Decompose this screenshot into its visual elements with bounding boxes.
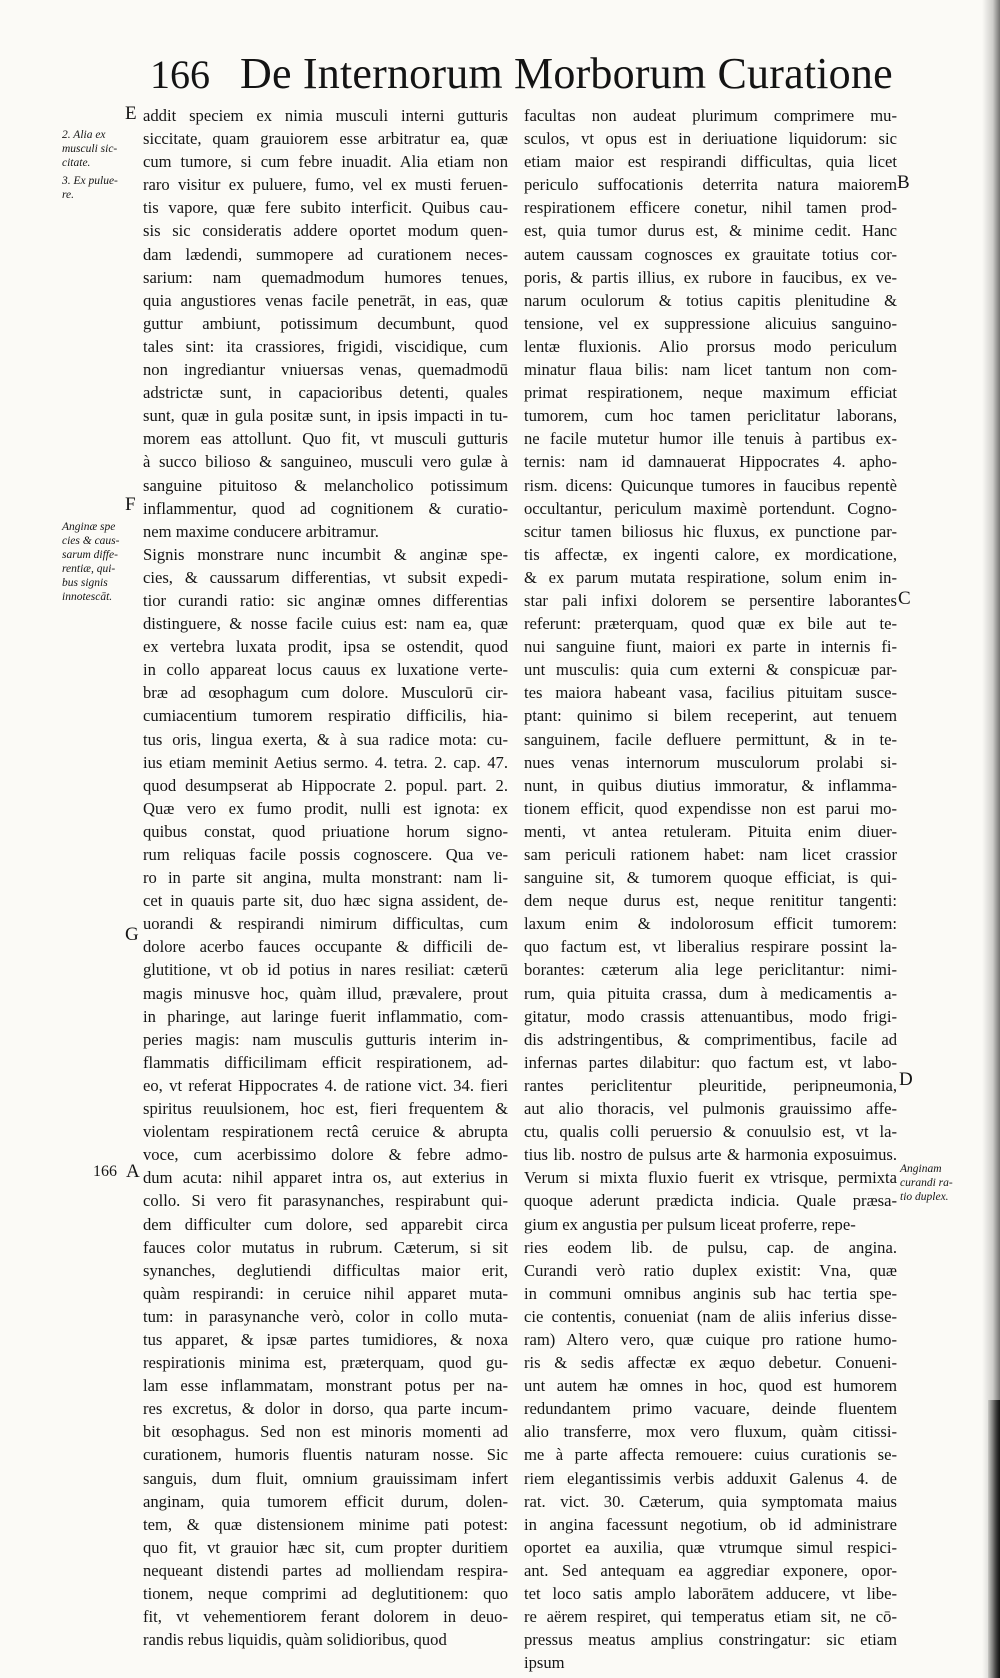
text-line: rat. vict. 30. Cæterum, quia symptomata maius [524, 1491, 897, 1511]
text-line: nem maxime conducere arbitramur. [143, 521, 379, 541]
section-letter-g: G [125, 924, 139, 945]
margin-note-curandi-ratio [900, 1162, 953, 1204]
text-line: in angina facessunt negotium, ob id administrare [524, 1514, 897, 1534]
text-line: à succo bilioso & sanguineo, musculi vero gulæ à [143, 452, 508, 472]
text-line: re aërem respiret, qui temperatus etiam sit, ne cō- [524, 1607, 897, 1627]
margin-note-line: 2. Alia ex [62, 129, 106, 141]
margin-note-line: 3. Ex pulue- [62, 175, 118, 187]
text-line: res excretus, & dolor in dorso, qua parte incum- [143, 1399, 508, 1419]
margin-note-line: bus signis [62, 577, 108, 589]
text-line: Quæ vero ex fumo prodit, nulli est ignota: ex [143, 798, 508, 818]
text-line: adstrictæ sunt, in capacioribus detenti, quales [143, 383, 508, 403]
text-line: lentæ fluxionis. Alio prorsus modo periculum [524, 336, 897, 356]
text-line: narum oculorum & totius capitis plenitudine & [524, 290, 897, 310]
text-line: tior curandi ratio: sic anginæ omnes differentias [143, 590, 508, 610]
text-line: tem, & quæ distensionem minime pati potest: [143, 1514, 508, 1534]
text-line: in pharinge, aut laringe fuerit inflammatio, com- [143, 1006, 508, 1026]
text-line: voce, cum acerbissimo dolore & febre admo- [143, 1145, 508, 1165]
text-line: est, quia tumor durus est, & minime cedit. Hanc [524, 221, 897, 241]
section-letter-c: C [898, 588, 911, 609]
text-line: tus oris, lingua exerta, & à sua radice mota: cu- [143, 729, 508, 749]
text-line: cumiacentium tumorem respiratio difficilis, hia- [143, 706, 508, 726]
text-line: quoque aderunt prædicta indicia. Quale præsa- [524, 1191, 897, 1211]
text-line: cet in quauis parte sit, duo hæc signa assident, de- [143, 891, 508, 911]
text-line: glutitione, vt ob id potius in nares resiliat: cæterū [143, 960, 508, 980]
page-edge-shadow [988, 1400, 1000, 1678]
section-letter-b: B [897, 172, 910, 193]
text-line: fit, vt vehementiorem ferant dolorem in deuo- [143, 1607, 508, 1627]
text-line: ro in parte sit angina, multa monstrant: nam li- [143, 868, 508, 888]
text-line: tionem, neque comprimi ad deglutitionem: quo [143, 1584, 508, 1603]
text-line: eo, vt referat Hippocrates 4. de ratione vict. 34. fieri [143, 1075, 508, 1095]
left-text-column [143, 104, 508, 1651]
text-line: cie contentis, conueniat (nam de aliis inferius disse- [524, 1306, 897, 1326]
text-line: ipsum [524, 1653, 565, 1673]
text-line: sanguine pituitoso & melancholico potissimum [143, 475, 508, 495]
text-line: rism. dicens: Quicunque tumores in faucibus repentè [524, 475, 897, 495]
text-line: primat respirationem, neque maximum efficiat [524, 383, 897, 403]
text-line: distinguere, & nosse facile cuius est: nam ea, quæ [143, 614, 508, 634]
text-line: tes maiora habeant vasa, facilius pituitam susce- [524, 683, 897, 703]
text-line: quod desumpserat ab Hippocrate 2. popul. part. 2. [143, 775, 508, 795]
margin-note-line: Anginam [900, 1163, 942, 1175]
text-line: peries magis: nam musculis gutturis interim in- [143, 1029, 508, 1049]
text-line: nues venas internorum musculorum prolabi si- [524, 752, 897, 772]
text-line: inflammentur, quod ad cognitionem & curatio- [143, 498, 508, 518]
margin-note-line: innotescāt. [62, 591, 113, 603]
right-text-column [524, 104, 897, 1674]
text-line: gitatur, modo crassis attenuantibus, modo frigi- [524, 1006, 897, 1026]
text-line: bit œsophagus. Sed non est minoris momenti ad [143, 1422, 508, 1442]
text-line: flammatis difficilimam efficit respirationem, ad- [143, 1052, 508, 1072]
text-line: quo factum est, vt liberalius respirare possint la- [524, 937, 897, 957]
text-line: cum tumore, si cum febre inuadit. Alia etiam non [143, 152, 508, 172]
text-line: nui sanguine fiunt, maiori ex parte in internis fi- [524, 637, 897, 657]
text-line: tales sint: ita crassiores, frigidi, viscidique, cum [143, 336, 508, 356]
text-line: sunt, quæ in gula positæ sunt, in ipsis impacti in tu- [143, 406, 508, 426]
text-line: violentam respirationem rectâ ceruice & abrupta [143, 1122, 508, 1142]
margin-note-line: citate. [62, 157, 91, 169]
margin-note-line: rentiæ, qui- [62, 563, 116, 575]
text-line: alio transferre, mox vero fluxum, quàm citissi- [524, 1422, 897, 1442]
text-line: rum, quia pituita crassa, dum à medicamentis a- [524, 983, 897, 1003]
text-line: dam lædendi, summopere ad curationem neces- [143, 244, 508, 264]
text-line: facultas non audeat plurimum comprimere mu- [524, 106, 897, 125]
section-letter-e: E [125, 103, 137, 124]
text-line: guttur ambiunt, potissimum decumbunt, quod [143, 313, 508, 333]
text-line: redundantem primo vacuare, deinde fluentem [524, 1399, 897, 1419]
text-line: synanches, deglutiendi difficultas maior erit, [143, 1260, 508, 1280]
text-line: rum reliquas facile possis cognoscere. Qua ve- [143, 845, 508, 864]
text-line: dem neque durus est, neque renititur tangenti: [524, 891, 897, 911]
text-line: unt autem hæ omnes in hoc, quod est humorem [524, 1376, 897, 1396]
text-line: tis vapore, quæ fere subito interficit. Quibus cau- [143, 198, 508, 218]
text-line: ram) Altero vero, quæ cuique pro ratione humo- [524, 1329, 897, 1349]
text-line: periculo suffocationis deterrita natura maiorem [524, 175, 897, 195]
text-line: dem difficulter cum dolore, sed apparebit circa [143, 1214, 508, 1234]
text-line: tus apparet, & ipsæ partes tumidiores, & noxa [143, 1329, 508, 1349]
text-line: me à parte affecta remouere: cuius curationis se- [524, 1445, 897, 1465]
text-line: occultantur, periculum maximè portendunt. Cogno- [524, 498, 897, 518]
margin-note-puluere [62, 174, 118, 202]
text-line: quàm respirandi: in ceruice nihil apparet muta- [143, 1283, 508, 1303]
text-line: & ex parum mutata respiratione, solum enim in- [524, 567, 897, 587]
text-line: tis affectæ, ex ingenti calore, ex mordicatione, [524, 544, 897, 564]
text-line: fauces color mutatus in rubrum. Cæterum, si sit [143, 1237, 508, 1257]
text-line: pressus meatus amplius constringatur: sic etiam [524, 1630, 897, 1650]
text-line: autem caussam cognosces ex grauitate totius cor- [524, 244, 897, 264]
text-line: ptant: quinimo si bilem receperint, aut tenuem [524, 706, 897, 726]
page-header [150, 48, 893, 108]
text-line: rantes periclitentur pleuritide, peripneumonia, [524, 1075, 897, 1095]
text-line: tum: in parasynanche verò, color in collo muta- [143, 1306, 508, 1326]
margin-note-line: tio duplex. [900, 1191, 949, 1203]
text-line: referunt: præterquam, quod quæ ex bile aut te- [524, 614, 897, 634]
text-line: sanguinem, facile defluere permittunt, & in te- [524, 729, 897, 749]
text-line: sam periculi rationem habet: nam licet crassior [524, 845, 897, 864]
text-line: ex vertebra luxata prodit, ipsa se ostendit, quod [143, 637, 508, 657]
margin-note-siccitate [62, 128, 117, 170]
text-line: respirationem efficere conetur, nihil tamen prod- [524, 198, 897, 218]
running-title: De Internorum Morborum Curatione [240, 49, 893, 98]
text-line: tet loco satis amplo laborātem adducere, vt libe- [524, 1584, 897, 1603]
text-line: dum acuta: nihil apparet intra os, aut exterius in [143, 1168, 508, 1188]
text-line: curationem, humoris fluentis naturam nosse. Sic [143, 1445, 508, 1465]
text-line: siccitate, quam grauiorem esse arbitratur ea, quæ [143, 129, 508, 149]
text-line: ant. Sed antequam ea aggrediar exponere, opor- [524, 1560, 897, 1580]
text-line: laxum enim & indolorosum efficit tumorem: [524, 914, 897, 934]
margin-note-line: musculi sic- [62, 143, 118, 155]
section-letter-a: A [126, 1161, 140, 1182]
text-line: ne facile mutetur humor ille tenuis à partibus ex- [524, 429, 897, 449]
margin-note-line: curandi ra- [900, 1177, 953, 1189]
text-line: sarium: nam quemadmodum humores tenues, [143, 267, 508, 287]
text-line: ries eodem lib. de pulsu, cap. de angina. [524, 1237, 897, 1257]
text-line: cies, & caussarum differentias, vt subsit expedi- [143, 567, 508, 587]
text-line: oportet ea auxilia, quæ vtrumque simul respici- [524, 1537, 897, 1557]
text-line: ternis: nam id damnauerat Hippocrates 4. apho- [524, 452, 897, 472]
section-letter-f: F [125, 494, 136, 515]
text-line: sanguine sit, & tumorem quoque efficiat, is qui- [524, 868, 897, 888]
text-line: sis sic consideratis addere oportet modum quen- [143, 221, 508, 241]
margin-note-anginae-species [62, 520, 119, 604]
text-line: etiam maior est respirandi difficultas, quia licet [524, 152, 897, 172]
text-line: infernas partes dilabitur: quo factum est, vt labo- [524, 1052, 897, 1072]
text-line: morem eas attollunt. Quo fit, vt musculi gutturis [143, 429, 508, 449]
text-line: in communi omnibus anginis sub hac tertia spe- [524, 1283, 897, 1303]
text-line: Curandi verò ratio duplex existit: Vna, quæ [524, 1260, 897, 1280]
text-line: tionem efficit, quod expendisse non est parui mo- [524, 798, 897, 818]
text-line: ius etiam meminit Aetius sermo. 4. tetra. 2. cap. 47. [143, 752, 508, 772]
text-line: menti, vt antea retuleram. Pituita enim diuer- [524, 821, 897, 841]
text-line: nunt, in quibus diutius immoratur, & inflamma- [524, 775, 897, 795]
text-line: anginam, quia tumorem efficit durum, dolen- [143, 1491, 508, 1511]
text-line: gium ex angustia per pulsum liceat proferre, repe- [524, 1214, 856, 1234]
text-line: raro visitur ex puluere, fumo, vel ex musti feruen- [143, 175, 508, 195]
text-line: riem elegantissimis verbis adduxit Galenus 4. de [524, 1468, 897, 1488]
margin-note-line: sarum diffe- [62, 549, 118, 561]
text-line: bræ ad œsophagum cum dolore. Musculorū cir- [143, 683, 508, 703]
text-line: quo fit, vt grauior hæc sit, cum propter duritiem [143, 1537, 508, 1557]
text-line: tius lib. nostro de pulsus arte & harmonia exposuimus. [524, 1145, 897, 1165]
text-line: dolore acerbo fauces occupante & difficili de- [143, 937, 508, 957]
margin-note-line: cies & caus- [62, 535, 120, 547]
page-number: 166 [150, 52, 210, 97]
text-line: lam esse inflammatam, monstrant potus per na- [143, 1376, 508, 1396]
section-letter-d: D [899, 1069, 913, 1090]
text-line: quia angustiores venas facile penetrāt, in eas, quæ [143, 290, 508, 310]
text-line: tensione, vel ex suppressione alicuius sanguino- [524, 313, 897, 333]
text-line: nequeant distendi partes ad molliendam respira- [143, 1560, 508, 1580]
text-line: star pali infixi dolorem se persentire laborantes [524, 590, 897, 610]
text-line: unt musculis: quia cum externi & conspicuæ par- [524, 660, 897, 680]
text-line: non ingrediantur vniuersas venas, quemadmodū [143, 360, 508, 380]
text-line: minatur flaua bilis: nam licet tantum non com- [524, 360, 897, 380]
text-line: sanguis, dum fluit, omnium grauissimam infert [143, 1468, 508, 1488]
text-line: aut alio thoracis, vel pulmonis grauissimo affe- [524, 1099, 897, 1119]
text-line: randis rebus liquidis, quàm solidioribus, quod [143, 1630, 447, 1650]
text-line: Signis monstrare nunc incumbit & anginæ spe- [143, 544, 508, 564]
margin-note-line: Anginæ spe [62, 521, 116, 533]
text-line: ris & sedis affectæ ex æquo debetur. Conueni- [524, 1353, 897, 1373]
text-line: quibus constat, quod priuatione horum signo- [143, 821, 508, 841]
section-letter-page-ref: 166 [93, 1163, 117, 1180]
text-line: ctu, qualis colli peruersio & conuulsio est, vt la- [524, 1122, 897, 1142]
text-line: in collo appareat locus cauus ex luxatione verte- [143, 660, 508, 680]
text-line: sculos, vt opus est in deriuatione liquidorum: sic [524, 129, 897, 149]
text-line: tumorem, cum hoc tamen periclitatur laborans, [524, 406, 897, 426]
text-line: scitur tamen biliosus hic fluxus, ex punctione par- [524, 521, 897, 541]
margin-note-line: re. [62, 189, 75, 201]
text-line: addit speciem ex nimia musculi interni gutturis [143, 106, 508, 125]
text-line: uorandi & respirandi nimirum difficultas, cum [143, 914, 508, 934]
text-line: magis minusve hoc, quàm illud, prævalere, prout [143, 983, 508, 1003]
text-line: borantes: cæterum alia lege periclitantur: nimi- [524, 960, 897, 980]
text-line: Verum si mixta fluxio fuerit ex vtrisque, permixta [524, 1168, 897, 1188]
text-line: collo. Si vero fit parasynanches, respirabunt qui- [143, 1191, 508, 1211]
text-line: spiritus reuulsionem, hoc est, fieri frequentem & [143, 1099, 508, 1119]
text-line: respirationis minima est, præterquam, quod gu- [143, 1353, 508, 1373]
text-line: dis adstringentibus, & comprimentibus, facile ad [524, 1029, 897, 1049]
text-line: poris, & partis illius, ex rubore in faucibus, ex ve- [524, 267, 897, 287]
